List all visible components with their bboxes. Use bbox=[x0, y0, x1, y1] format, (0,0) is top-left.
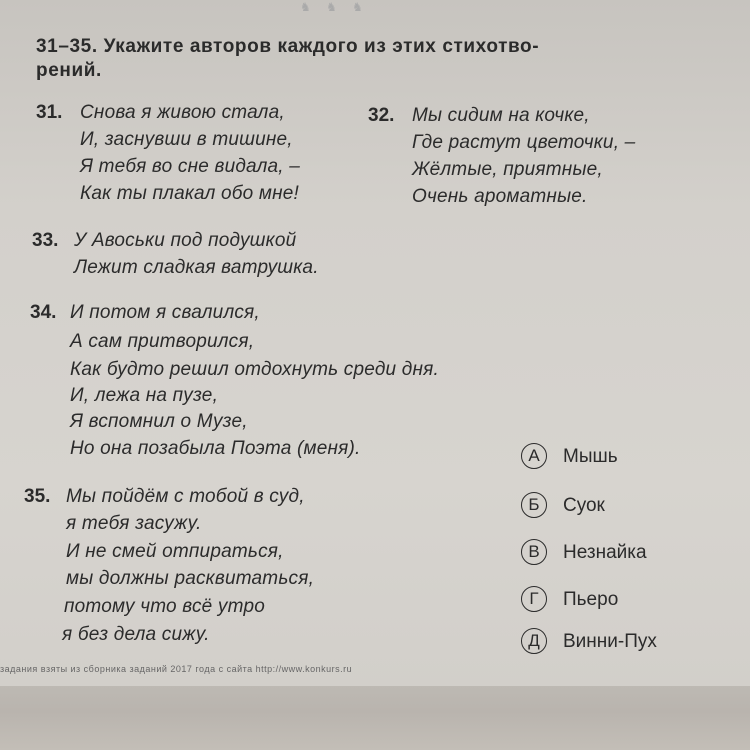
poem-32-line: Где растут цветочки, – bbox=[412, 132, 636, 153]
answer-g-letter: Г bbox=[521, 586, 547, 612]
answer-d-letter: Д bbox=[521, 628, 547, 654]
poem-31-number: 31. bbox=[36, 102, 63, 123]
decorative-ornament: ♞ ♞ ♞ bbox=[300, 0, 369, 12]
answer-b-letter: Б bbox=[521, 492, 547, 518]
poem-31-line: Снова я живою стала, bbox=[80, 102, 285, 123]
answer-b-name: Суок bbox=[563, 495, 605, 516]
answer-d-name: Винни-Пух bbox=[563, 631, 657, 652]
task-title-line2: рений. bbox=[36, 60, 102, 81]
poem-34-number: 34. bbox=[30, 302, 57, 323]
poem-34-line: Как будто решил отдохнуть среди дня. bbox=[70, 359, 439, 380]
answer-g-name: Пьеро bbox=[563, 589, 619, 610]
answer-v-name: Незнайка bbox=[563, 542, 647, 563]
poem-32-line: Мы сидим на кочке, bbox=[412, 105, 590, 126]
answer-v-letter: В bbox=[521, 539, 547, 565]
footer-text: задания взяты из сборника заданий 2017 года с сайта http://www.konkurs.ru bbox=[0, 664, 353, 674]
poem-31-line: Как ты плакал обо мне! bbox=[80, 183, 299, 204]
poem-35-line: мы должны расквитаться, bbox=[66, 568, 315, 589]
poem-33-line: Лежит сладкая ватрушка. bbox=[74, 257, 319, 278]
poem-32-line: Очень ароматные. bbox=[412, 186, 588, 207]
poem-32-number: 32. bbox=[368, 105, 395, 126]
poem-35-line: потому что всё утро bbox=[64, 596, 265, 617]
poem-34-line: А сам притворился, bbox=[70, 331, 255, 352]
poem-34-line: И потом я свалился, bbox=[70, 302, 260, 323]
task-title-line1: 31–35. Укажите авторов каждого из этих стихотво- bbox=[36, 36, 540, 57]
answer-a-letter: А bbox=[521, 443, 547, 469]
poem-35-line: я без дела сижу. bbox=[62, 624, 210, 645]
poem-35-line: И не смей отпираться, bbox=[66, 541, 284, 562]
poem-33-number: 33. bbox=[32, 230, 59, 251]
poem-35-line: Мы пойдём с тобой в суд, bbox=[66, 486, 305, 507]
poem-31-line: И, заснувши в тишине, bbox=[80, 129, 293, 150]
poem-35-line: я тебя засужу. bbox=[66, 513, 202, 534]
poem-34-line: Но она позабыла Поэта (меня). bbox=[70, 438, 361, 459]
poem-35-number: 35. bbox=[24, 486, 51, 507]
poem-34-line: И, лежа на пузе, bbox=[70, 385, 219, 406]
poem-33-line: У Авоськи под подушкой bbox=[74, 230, 297, 251]
footer-cut-text bbox=[0, 664, 750, 674]
poem-32-line: Жёлтые, приятные, bbox=[412, 159, 603, 180]
poem-34-line: Я вспомнил о Музе, bbox=[70, 411, 248, 432]
answer-a-name: Мышь bbox=[563, 446, 618, 467]
page-edge bbox=[0, 686, 750, 750]
poem-31-line: Я тебя во сне видала, – bbox=[80, 156, 301, 177]
